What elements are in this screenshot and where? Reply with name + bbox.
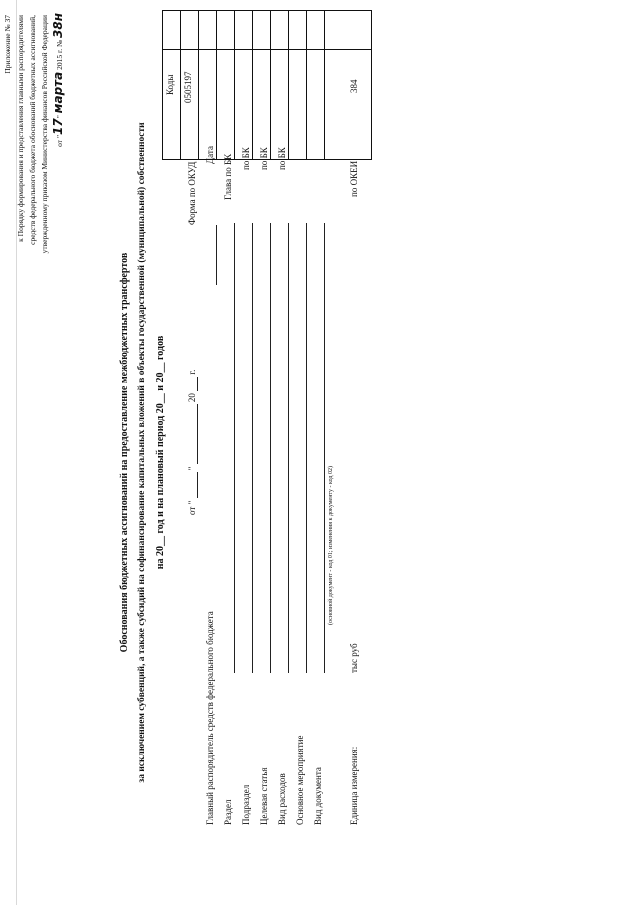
field-right-target-article: по БК: [277, 147, 287, 170]
codes-header: Коды: [165, 74, 175, 95]
order-number: 38н: [51, 13, 65, 38]
order-day: 17: [51, 118, 65, 135]
order-year: 2015 г. №: [55, 39, 64, 70]
appendix-title: Приложение № 37: [3, 15, 12, 74]
codes-row-div-9: [324, 10, 325, 160]
field-line-razdel: [234, 223, 235, 673]
field-label-main-activity: Основное мероприятие: [295, 735, 305, 825]
date-year: 20: [187, 393, 197, 403]
codes-row-div-5: [252, 10, 253, 160]
codes-okei-value: 384: [349, 79, 359, 93]
field-label-expense-type: Вид расходов: [277, 773, 287, 825]
order-quote-close: ": [55, 115, 64, 119]
codes-row-div-3: [216, 10, 217, 160]
order-month: марта: [51, 71, 65, 114]
field-line-target-article: [270, 223, 271, 673]
codes-table: [162, 10, 372, 160]
okud-label: Форма по ОКУД: [187, 161, 197, 225]
field-line-main-manager: [216, 225, 217, 285]
field-right-glava: Глава по БК: [223, 153, 233, 200]
title-line-3: на 20__ год и на плановый период 20__ и 20__ годов: [155, 335, 166, 570]
field-label-target-article: Целевая статья: [259, 767, 269, 825]
field-line-main-activity: [306, 223, 307, 673]
codes-row-div-6: [270, 10, 271, 160]
field-label-doc-type: Вид документа: [313, 767, 323, 825]
appendix-line-3: утвержденному приказом Министерства финансов Российской Федерации: [40, 15, 49, 254]
field-label-main-manager: Главный распорядитель средств федерального бюджета: [205, 611, 215, 825]
doc-type-hint: (основной документ - код 01; изменения к документу - код 02): [328, 466, 334, 625]
field-label-razdel: Раздел: [223, 799, 233, 825]
field-line-expense-type: [288, 223, 289, 673]
field-line-doc-type: [324, 223, 325, 673]
appendix-line-2: средств федерального бюджета обоснований бюджетных ассигнований,: [28, 15, 37, 245]
field-right-podrazdel: по БК: [259, 147, 269, 170]
okei-label: по ОКЕИ: [349, 160, 359, 197]
date-day-blank: [188, 473, 198, 499]
codes-okud-value: 0505197: [183, 71, 193, 103]
appendix-line-1: к Порядку формирования и представления главными распорядителями: [16, 15, 25, 242]
appendix-order: [52, 13, 64, 233]
codes-row-div-8: [306, 10, 307, 160]
date-month-blank: [188, 404, 198, 464]
date-suffix: г.: [187, 369, 197, 375]
codes-row-div-4: [234, 10, 235, 160]
field-label-podrazdel: Подраздел: [241, 784, 251, 825]
codes-row-div-1: [180, 10, 181, 160]
codes-row-div-7: [288, 10, 289, 160]
date-quote-open: от ": [187, 500, 197, 515]
field-line-podrazdel: [252, 223, 253, 673]
unit-value: тыс руб: [349, 643, 359, 673]
date-quote-close: ": [187, 466, 197, 471]
codes-header-col: [162, 10, 372, 50]
order-quote-open: от ": [55, 134, 64, 147]
title-line-2: за исключением субвенций, а также субсидий на софинансирование капитальных вложений в объекты государственной (муниципальной) собственности: [137, 122, 147, 783]
field-right-razdel: по БК: [241, 147, 251, 170]
codes-row-div-2: [198, 10, 199, 160]
unit-label: Единица измерения:: [349, 746, 359, 825]
date-label: Дата: [205, 146, 215, 164]
date-year-blank: [188, 377, 198, 391]
date-line: [188, 370, 198, 515]
title-line-1: Обоснования бюджетных ассигнований на предоставление межбюджетных трансфертов: [119, 252, 130, 653]
